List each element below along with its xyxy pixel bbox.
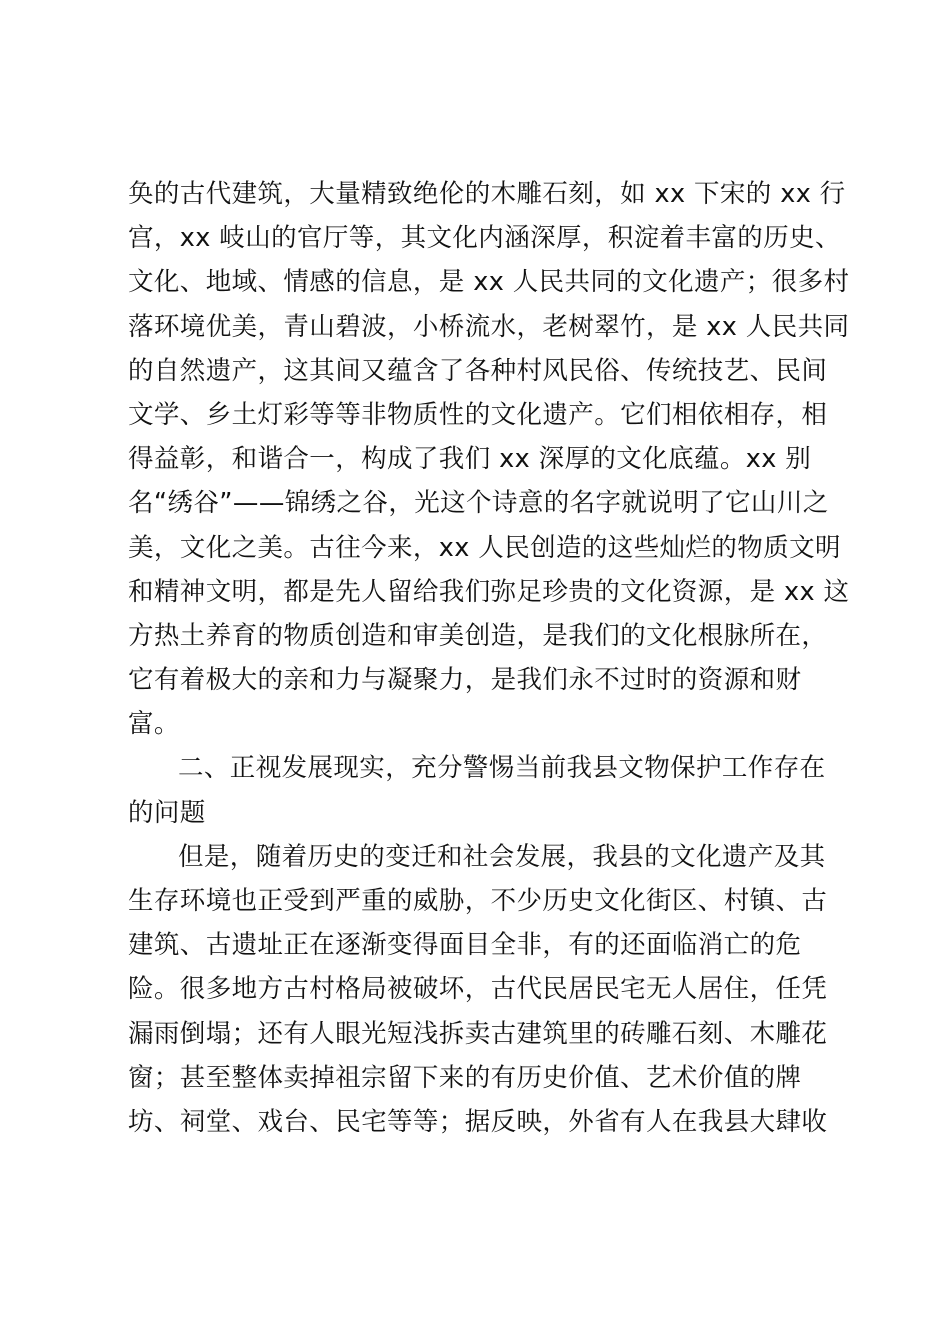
- body-text: [128, 172, 850, 1144]
- text-line: 但是，随着历史的变迁和社会发展，我县的文化遗产及其: [178, 841, 826, 872]
- text-line: 落环境优美，青山碧波，小桥流水，老树翠竹，是 xx 人民共同: [128, 311, 850, 342]
- text-line: 文化、地域、情感的信息，是 xx 人民共同的文化遗产；很多村: [128, 267, 850, 298]
- text-line: 的自然遗产，这其间又蕴含了各种村风民俗、传统技艺、民间: [128, 355, 828, 386]
- text-line: 富。: [128, 709, 180, 740]
- text-line: 得益彰，和谐合一，构成了我们 xx 深厚的文化底蕴。xx 别: [128, 444, 812, 475]
- text-line: 建筑、古遗址正在逐渐变得面目全非，有的还面临消亡的危: [128, 930, 802, 961]
- section-heading-continued: 的问题: [128, 797, 206, 828]
- text-line: 坊、祠堂、戏台、民宅等等；据反映，外省有人在我县大肆收: [128, 1106, 828, 1137]
- text-line: 险。很多地方古村格局被破坏，古代民居民宅无人居住，任凭: [128, 974, 828, 1005]
- section-heading: 二、正视发展现实，充分警惕当前我县文物保护工作存在: [178, 753, 826, 784]
- text-line: 名“绣谷”——锦绣之谷，光这个诗意的名字就说明了它山川之: [128, 488, 829, 519]
- text-line: 生存环境也正受到严重的威胁，不少历史文化街区、村镇、古: [128, 886, 828, 916]
- text-line: 美，文化之美。古往今来，xx 人民创造的这些灿烂的物质文明: [128, 532, 841, 563]
- text-line: 宫，xx 岐山的官厅等，其文化内涵深厚，积淀着丰富的历史、: [128, 223, 841, 254]
- text-line: 文学、乡土灯彩等等非物质性的文化遗产。它们相依相存，相: [128, 399, 828, 430]
- text-line: 方热土养育的物质创造和审美创造，是我们的文化根脉所在，: [128, 620, 828, 651]
- text-line: 它有着极大的亲和力与凝聚力，是我们永不过时的资源和财: [128, 665, 802, 696]
- text-line: 奂的古代建筑，大量精致绝伦的木雕石刻，如 xx 下宋的 xx 行: [128, 179, 846, 209]
- text-line: 窗；甚至整体卖掉祖宗留下来的有历史价值、艺术价值的牌: [128, 1062, 802, 1093]
- text-line: 漏雨倒塌；还有人眼光短浅拆卖古建筑里的砖雕石刻、木雕花: [128, 1018, 828, 1049]
- text-line: 和精神文明，都是先人留给我们弥足珍贵的文化资源，是 xx 这: [128, 576, 850, 607]
